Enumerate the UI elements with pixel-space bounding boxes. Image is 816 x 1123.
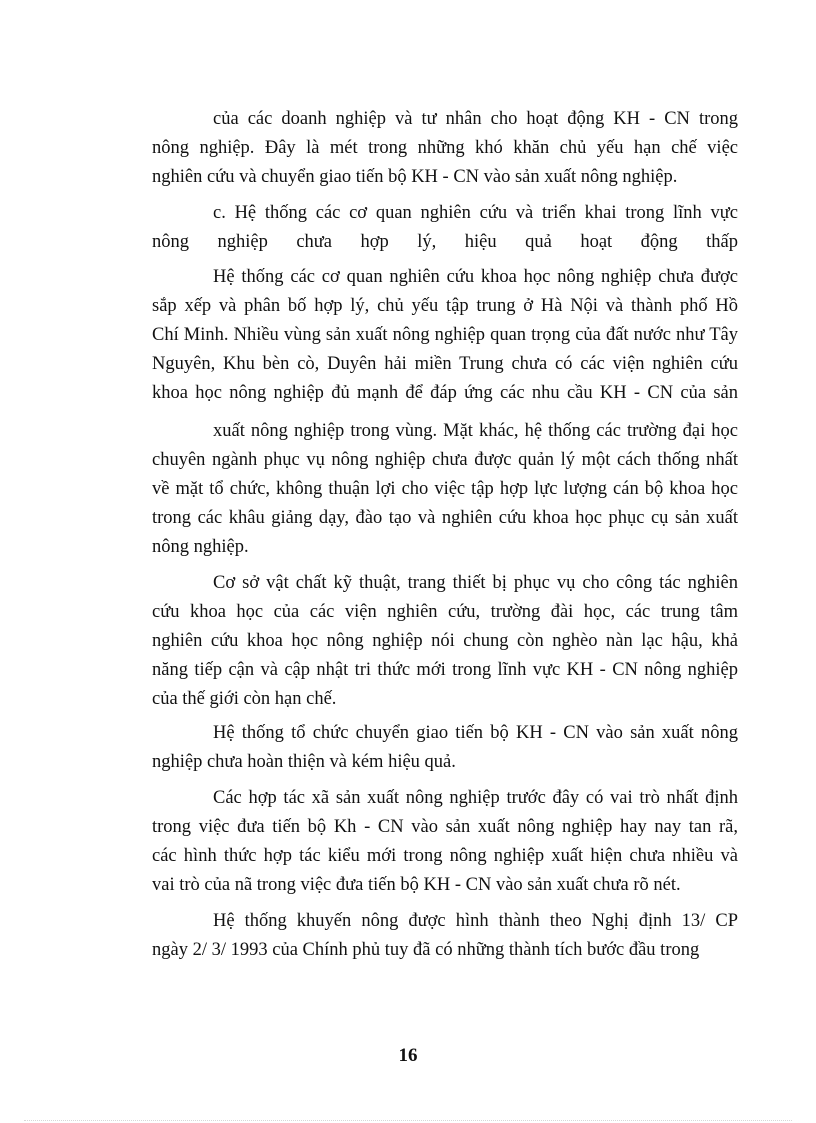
text-line: khoa học nông nghiệp đủ mạnh để đáp ứng các nhu cầu KH - CN của sản xyxy=(152,383,738,403)
text-line: nông nghiệp. Đây là mét trong những khó khăn chủ yếu hạn chế việc xyxy=(152,138,738,158)
text-line: sắp xếp và phân bố hợp lý, chủ yếu tập trung ở Hà Nội và thành phố Hồ xyxy=(152,296,738,316)
text-line: vai trò của nã trong việc đưa tiến bộ KH - CN vào sản xuất chưa rõ nét. xyxy=(152,875,681,895)
text-line: Hệ thống tổ chức chuyển giao tiến bộ KH - CN vào sản xuất nông xyxy=(213,723,738,743)
text-line: năng tiếp cận và cập nhật tri thức mới trong lĩnh vực KH - CN nông nghiệp xyxy=(152,660,738,680)
text-line: ngày 2/ 3/ 1993 của Chính phủ tuy đã có những thành tích bước đầu trong xyxy=(152,940,700,960)
text-line: của thế giới còn hạn chế. xyxy=(152,689,337,709)
page-bottom-divider xyxy=(24,1120,792,1121)
text-line: Các hợp tác xã sản xuất nông nghiệp trước đây có vai trò nhất định xyxy=(213,788,738,808)
section-heading-line: c. Hệ thống các cơ quan nghiên cứu và triển khai trong lĩnh vực xyxy=(213,203,738,223)
text-line: trong các khâu giảng dạy, đào tạo và nghiên cứu khoa học phục cụ sản xuất xyxy=(152,508,738,528)
text-line: cứu khoa học của các viện nghiên cứu, trường đài học, các trung tâm xyxy=(152,602,738,622)
text-line: Nguyên, Khu bèn cò, Duyên hải miền Trung chưa có các viện nghiên cứu xyxy=(152,354,738,374)
text-line: nông nghiệp. xyxy=(152,537,249,557)
text-line: các hình thức hợp tác kiểu mới trong nông nghiệp xuất hiện chưa nhiều và xyxy=(152,846,738,866)
text-line: nghiên cứu khoa học nông nghiệp nói chung còn nghèo nàn lạc hậu, khả xyxy=(152,631,738,651)
text-line: Hệ thống khuyến nông được hình thành theo Nghị định 13/ CP xyxy=(213,911,738,931)
text-line: Chí Minh. Nhiều vùng sản xuất nông nghiệp quan trọng của đất nước như Tây xyxy=(152,325,738,345)
text-line: chuyên ngành phục vụ nông nghiệp chưa được quản lý một cách thống nhất xyxy=(152,450,738,470)
page-number: 16 xyxy=(398,1045,418,1066)
text-line: về mặt tổ chức, không thuận lợi cho việc tập hợp lực lượng cán bộ khoa học xyxy=(152,479,738,499)
text-line: Cơ sở vật chất kỹ thuật, trang thiết bị phục vụ cho công tác nghiên xyxy=(213,573,738,593)
text-line: nghiệp chưa hoàn thiện và kém hiệu quả. xyxy=(152,752,456,772)
text-line: của các doanh nghiệp và tư nhân cho hoạt động KH - CN trong xyxy=(213,109,738,129)
text-line: trong việc đưa tiến bộ Kh - CN vào sản xuất nông nghiệp hay nay tan rã, xyxy=(152,817,738,837)
text-line: Hệ thống các cơ quan nghiên cứu khoa học nông nghiệp chưa được xyxy=(213,267,738,287)
text-line: nghiên cứu và chuyển giao tiến bộ KH - CN vào sản xuất nông nghiệp. xyxy=(152,167,678,187)
text-line: xuất nông nghiệp trong vùng. Mặt khác, hệ thống các trường đại học xyxy=(213,421,738,441)
section-heading-line: nông nghiệp chưa hợp lý, hiệu quả hoạt động thấp xyxy=(152,232,738,252)
